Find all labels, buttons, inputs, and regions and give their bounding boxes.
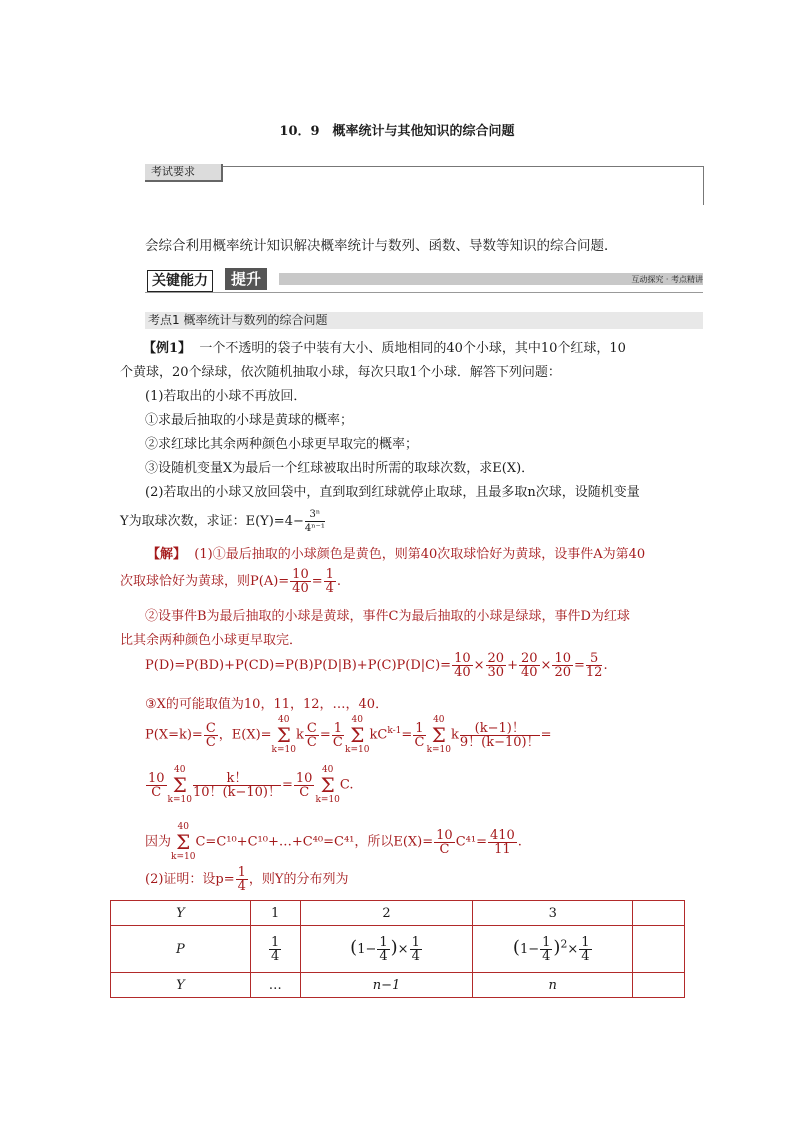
sum-bot: k=10 <box>345 745 370 755</box>
question-2: (2)若取出的小球又放回袋中，直到取到红球就停止取球，且最多取n次球，设随机变量 <box>145 485 640 500</box>
solution-line1b: 次取球恰好为黄球，则P(A)= $\frac{10}{40}$ = $\frac{1}{4}$ . <box>120 567 342 596</box>
ex-label: ，E(X)= <box>218 727 272 743</box>
frac-1c-b: $\frac{1}{C}$ <box>414 720 425 750</box>
sum-top: 40 <box>278 715 290 725</box>
question-1: (1)若取出的小球不再放回． <box>145 389 307 404</box>
equals: = <box>311 574 323 589</box>
frac-den: C <box>306 734 317 750</box>
sum-bot: k=10 <box>171 852 196 862</box>
frac-fact <box>460 722 540 749</box>
distribution-table <box>110 900 685 998</box>
frac-10c-b <box>294 772 315 799</box>
frac-den: 40 <box>292 581 309 596</box>
section-banner <box>145 268 703 293</box>
frac-den: C <box>439 841 450 857</box>
frac-den: 10！(k−10)！ <box>193 784 281 800</box>
question-1c: ③设随机变量X为最后一个红球被取出时所需的取球次数，求E(X)． <box>145 461 535 476</box>
frac-num: 10 <box>292 567 309 582</box>
frac-s3-5 <box>586 652 603 679</box>
frac-num: 20 <box>520 651 538 666</box>
solution-line7: 因为40 Σ k=10C=C¹⁰+C¹⁰+…+C⁴⁰=C⁴¹，所以E(X)= $\frac{10}{C}$ C⁴¹= $\frac{410}{11}$ . <box>145 822 522 862</box>
proof-text: (2)证明：设p= <box>145 872 235 887</box>
sum-bot: k=10 <box>426 745 452 755</box>
table-cell: n <box>473 973 633 998</box>
frac-num: 1 <box>325 567 334 582</box>
sum-top: 40 <box>433 715 445 725</box>
sum-top: 40 <box>321 765 334 775</box>
requirement-tab: 考试要求 <box>145 164 223 182</box>
sum-4: 40 Σ k=10 <box>167 765 192 805</box>
frac-p-a-1 <box>290 568 311 595</box>
frac-pxk <box>204 722 218 749</box>
frac-num: 410 <box>489 827 515 843</box>
frac-den: 40 <box>454 665 471 680</box>
frac-s3-4 <box>552 652 573 679</box>
c-term: C <box>339 777 350 793</box>
example-line2: 个黄球，20个绿球，依次随机抽取小球，每次只取1个小球．解答下列问题： <box>120 365 561 380</box>
table-row <box>111 901 685 926</box>
frac-num: 5 <box>586 652 603 666</box>
table-cell <box>633 973 685 998</box>
table-cell: 2 <box>300 901 473 926</box>
table-cell <box>633 901 685 926</box>
solution-text-3: P(D)=P(BD)+P(CD)=P(B)P(D|B)+P(C)P(D|C)= <box>145 658 452 673</box>
frac-10c-c <box>434 829 455 856</box>
sum-6: 40 Σ k=10 <box>171 822 196 862</box>
table-cell: Y <box>111 973 251 998</box>
frac-num: 10 <box>148 770 165 786</box>
proof-text-2: ，则Y的分布列为 <box>248 872 349 887</box>
because: 因为 <box>145 834 172 850</box>
k-var-2: k <box>451 727 459 743</box>
frac-p: $\frac{1}{4}$ <box>237 865 246 894</box>
solution-line2b: 比其余两种颜色小球更早取完． <box>120 633 303 648</box>
table-cell: (1− $\frac{1}{4}$ )$^2$× $\frac{1}{4}$ <box>473 926 633 973</box>
table-row <box>111 973 685 998</box>
solution-line1 <box>147 543 645 562</box>
requirement-box <box>145 166 704 205</box>
frac-den: 9！(k−10)！ <box>459 734 540 750</box>
frac-den: 20 <box>554 665 571 680</box>
sum-top: 40 <box>177 822 189 832</box>
frac-1c: $\frac{1}{C}$ <box>332 720 343 750</box>
banner-box: 提升 <box>225 268 267 290</box>
frac-den: 30 <box>487 665 505 680</box>
example-text-1: 一个不透明的袋子中装有大小、质地相同的40个小球，其中10个红球，10 <box>199 341 626 356</box>
sum-1: 40 Σ k=10 <box>271 715 296 755</box>
kc-sup: k-1 <box>387 726 402 737</box>
frac-den: C <box>414 734 425 750</box>
sum-5: 40 Σ k=10 <box>315 765 340 805</box>
example-line1 <box>143 337 626 356</box>
sum-top: 40 <box>351 715 363 725</box>
solution-line5: P(X=k)= $\frac{C}{C}$ ，E(X)=40 Σ k=10k $\frac{C}{C}$ = $\frac{1}{C}$ 40 Σ $k=10kC^{k-1}=$ $\frac{1}{C}$ 40 Σ k=10k $\frac{(k-1)!}{9!(k-10)!}$ = <box>145 715 552 755</box>
table-cell: … <box>250 973 300 998</box>
frac-num: 10 <box>454 651 471 666</box>
c-term: C <box>195 834 206 850</box>
sum-bot: k=10 <box>271 745 296 755</box>
solution-line3: P(D)=P(BD)+P(CD)=P(B)P(D|B)+P(C)P(D|C)= $\frac{10}{40}$ × $\frac{20}{30}$ + $\frac{20}{40}$ × $\frac{10}{20}$ = $\frac{5}{12}$ . <box>145 651 608 680</box>
frac-p-a-2 <box>324 568 336 595</box>
banner-underline <box>145 292 703 293</box>
frac-num: 10 <box>436 827 453 843</box>
frac-den: 12 <box>585 665 603 680</box>
frac-c <box>305 722 319 749</box>
frac-den: C <box>205 734 216 750</box>
table-cell: n−1 <box>300 973 473 998</box>
table-cell: $\frac{1}{4}$ <box>250 926 300 973</box>
table-cell: P <box>111 926 251 973</box>
frac-num: k！ <box>193 772 281 786</box>
banner-left: 关键能力 <box>147 270 213 292</box>
frac-num: 3ⁿ <box>305 508 325 522</box>
solution-text-1b: 次取球恰好为黄球，则P(A)= <box>120 574 290 589</box>
solution-line2: ②设事件B为最后抽取的小球是黄球，事件C为最后抽取的小球是绿球，事件D为红球 <box>145 609 630 624</box>
table-cell: 1 <box>250 901 300 926</box>
question-1a: ①求最后抽取的小球是黄球的概率； <box>145 413 354 428</box>
solution-text-1: (1)①最后抽取的小球颜色是黄色，则第40次取球恰好为黄球，设事件A为第40 <box>194 547 646 562</box>
frac-num: 10 <box>295 770 313 786</box>
table-cell: (1− $\frac{1}{4}$ )× $\frac{1}{4}$ <box>300 926 473 973</box>
sum-bot: k=10 <box>315 795 340 805</box>
requirement-text: 会综合利用概率统计知识解决概率统计与数列、函数、导数等知识的综合问题． <box>145 238 618 254</box>
sum-bot: k=10 <box>167 795 192 805</box>
frac-den: 11 <box>494 841 511 857</box>
solution-label: 【解】 <box>147 547 187 562</box>
frac-10c <box>146 772 167 799</box>
table-cell <box>633 926 685 973</box>
frac-num: (k−1)！ <box>460 722 540 736</box>
frac-kfact <box>193 772 281 799</box>
page-title: 10．9 概率统计与其他知识的综合问题 <box>279 124 515 139</box>
frac-s3-1 <box>452 652 473 679</box>
solution-line8 <box>145 866 349 893</box>
solution-line4: ③X的可能取值为10，11，12，…，40． <box>145 697 389 712</box>
k-var: k <box>296 727 304 743</box>
sum-2: 40 Σ k=10 <box>345 715 370 755</box>
solution-line6: $\frac{10}{C}$ 40 Σ k=10 $\frac{k!}{10!(k-10)!}$ = $\frac{10}{C}$ 40 Σ k=10C. <box>148 765 354 805</box>
frac-den: C <box>299 784 310 800</box>
table-cell: 3 <box>473 901 633 926</box>
sum-top: 40 <box>174 765 186 775</box>
frac-ex-result <box>488 829 517 856</box>
question-1b: ②求红球比其余两种颜色小球更早取完的概率； <box>145 437 419 452</box>
frac-den: C <box>332 734 343 750</box>
frac-den: C <box>151 784 162 800</box>
frac-s3-2 <box>486 652 507 679</box>
frac-den: 4 <box>325 581 334 596</box>
frac-den: 40 <box>520 665 538 680</box>
px-k: P(X=k)= <box>145 727 203 743</box>
table-cell: Y <box>111 901 251 926</box>
frac-num: 20 <box>487 651 505 666</box>
example-label: 【例1】 <box>143 341 192 356</box>
banner-caption: 互动探究 · 考点精讲 <box>631 275 703 284</box>
sum-3: 40 Σ k=10 <box>426 715 452 755</box>
table-row <box>111 926 685 973</box>
frac-num: C <box>306 720 317 736</box>
frac-num: 10 <box>554 651 571 666</box>
kaodian-heading: 考点1 概率统计与数列的综合问题 <box>145 312 703 329</box>
solution-text-7: =C¹⁰+C¹⁰+…+C⁴⁰=C⁴¹，所以E(X)= <box>205 834 434 850</box>
frac-s3-3 <box>519 652 540 679</box>
question-2b <box>120 508 326 535</box>
frac-den: 4ⁿ⁻¹ <box>304 523 325 534</box>
kc: kC <box>369 727 388 743</box>
question-2b-text: Y为取球次数，求证：E(Y)=4− <box>120 514 304 529</box>
question-2b-frac <box>305 508 325 535</box>
frac-num: C <box>205 720 216 736</box>
